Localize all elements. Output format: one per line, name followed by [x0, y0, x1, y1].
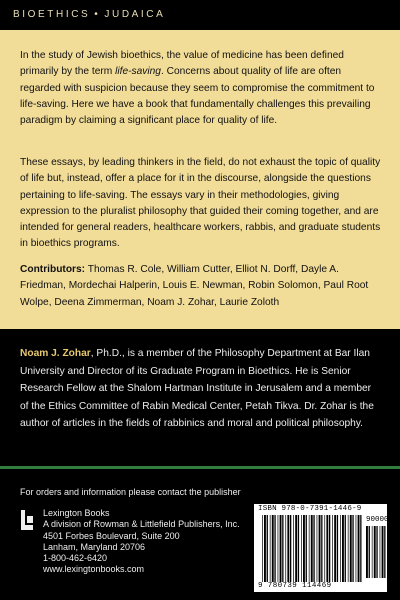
- lexington-logo-icon: [21, 510, 33, 530]
- ean-number: 9 780739 114469: [258, 582, 332, 590]
- publisher-name: Lexington Books: [43, 508, 110, 518]
- isbn-label: ISBN 978-0-7391-1446-9: [258, 505, 362, 513]
- publisher-city: Lanham, Maryland 20706: [43, 541, 146, 552]
- p1-text-a: In the study of Jewish bioethics, the value of medicine has been defined primarily by the term: [20, 50, 344, 78]
- publisher-phone: 1-800-462-6420: [43, 553, 108, 564]
- contributors-label: Contributors:: [20, 264, 86, 275]
- divider-line: [0, 466, 400, 469]
- publisher-info: [43, 508, 240, 576]
- order-info: For orders and information please contact the publisher: [20, 487, 241, 497]
- contributors-list: Thomas R. Cole, William Cutter, Elliot N. Dorff, Dayle A. Friedman, Mordechai Halperin, Louis E. Newman, Robin Solomon, Paul Root Wolpe, Deena Zimmerman, Noam J. Zohar, Laurie Zoloth: [20, 264, 369, 308]
- category-judaica: JUDAICA: [104, 9, 166, 20]
- publisher-street: 4501 Forbes Boulevard, Suite 200: [43, 530, 180, 541]
- description-paragraph-1: [20, 48, 382, 129]
- author-bio-text: , Ph.D., is a member of the Philosophy Department at Bar Ilan University and Director of its Graduate Program in Bioethics. He is Senior Research Fellow at the Shalom Hartman Institute in Jerusalem and a member of the Ethics Committee of Rabin Medical Center, Petah Tikva. Dr. Zohar is the author of articles in the fields of rabbinics and moral and political philosophy.: [20, 348, 374, 430]
- category-separator: •: [94, 9, 101, 20]
- description-paragraph-2: These essays, by leading thinkers in the field, do not exhaust the topic of quality of life but, instead, offer a place for it in the discourse, alongside the questions pertaining to life-saving. The essays vary in their methodologies, giving expression to the pluralist philosophy that guided their coming together, and are intended for general readers, healthcare workers, rabbis, and graduate students in bioethics programs.: [20, 157, 381, 250]
- publisher-website: www.lexingtonbooks.com: [43, 564, 145, 575]
- author-bio: [20, 345, 382, 433]
- price-code: 90000: [366, 516, 389, 524]
- category-bioethics: BIOETHICS: [13, 9, 91, 20]
- author-name: Noam J. Zohar: [20, 348, 91, 359]
- p1-text-b: . Concerns about quality of life are often regarded with suspicion because they seem to compromise the commitment to life-saving. Here we have a book that fundamentally challenges this prevailing paradigm by claiming a significant place for quality of life.: [20, 66, 375, 127]
- p1-italic-term: life-saving: [115, 66, 161, 78]
- category-bar: [0, 0, 400, 30]
- publisher-division: A division of Rowman & Littlefield Publishers, Inc.: [43, 519, 240, 530]
- contributors-paragraph: [20, 262, 382, 311]
